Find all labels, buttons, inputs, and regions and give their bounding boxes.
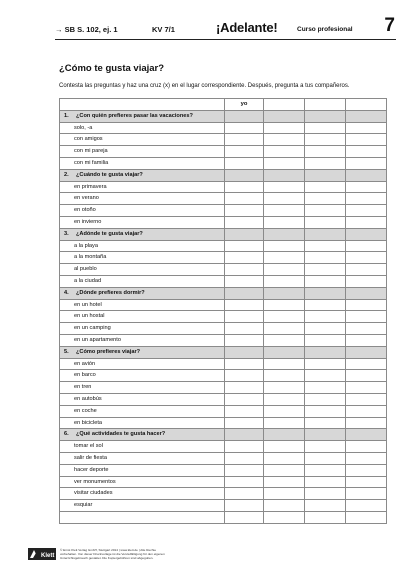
footer bbox=[28, 548, 248, 568]
option-label: en coche bbox=[60, 405, 225, 417]
answer-cell-yo[interactable] bbox=[225, 500, 264, 512]
answer-cell-partner[interactable] bbox=[305, 488, 346, 500]
question-text bbox=[60, 429, 225, 441]
option-row bbox=[60, 464, 387, 476]
option-row bbox=[60, 393, 387, 405]
column-header bbox=[346, 99, 387, 111]
option-row bbox=[60, 252, 387, 264]
answer-cell-partner[interactable] bbox=[264, 358, 305, 370]
answer-cell-partner[interactable] bbox=[305, 299, 346, 311]
answer-cell-partner[interactable] bbox=[346, 441, 387, 453]
option-label: en un hostal bbox=[60, 311, 225, 323]
answer-cell-partner[interactable] bbox=[305, 323, 346, 335]
question-label: ¿Con quién prefieres pasar las vacaciones? bbox=[76, 112, 193, 119]
answer-cell-yo[interactable] bbox=[225, 275, 264, 287]
option-row bbox=[60, 146, 387, 158]
question-header-cell bbox=[225, 287, 264, 299]
answer-cell-partner[interactable] bbox=[305, 311, 346, 323]
question-header-cell bbox=[225, 169, 264, 181]
option-label: salir de fiesta bbox=[60, 452, 225, 464]
instructions: Contesta las preguntas y haz una cruz (x) en el lugar correspondiente. Después, pregunta a tus compañeros. bbox=[59, 83, 350, 89]
option-row bbox=[60, 382, 387, 394]
answer-cell-partner[interactable] bbox=[305, 500, 346, 512]
option-label: en un hotel bbox=[60, 299, 225, 311]
option-label: esquiar bbox=[60, 500, 225, 512]
option-label: visitar ciudades bbox=[60, 488, 225, 500]
worksheet-code: KV 7/1 bbox=[152, 25, 175, 34]
answer-cell-partner[interactable] bbox=[264, 452, 305, 464]
answer-cell-partner[interactable] bbox=[305, 264, 346, 276]
answer-cell-partner[interactable] bbox=[264, 334, 305, 346]
answer-cell-partner[interactable] bbox=[346, 252, 387, 264]
option-row bbox=[60, 134, 387, 146]
answer-cell-yo[interactable] bbox=[225, 511, 264, 523]
option-row bbox=[60, 299, 387, 311]
answer-cell-partner[interactable] bbox=[264, 382, 305, 394]
answer-cell-partner[interactable] bbox=[346, 488, 387, 500]
answer-cell-yo[interactable] bbox=[225, 264, 264, 276]
option-label: en verano bbox=[60, 193, 225, 205]
question-header-cell bbox=[346, 169, 387, 181]
question-label: ¿Cómo prefieres viajar? bbox=[76, 348, 141, 355]
question-header-cell bbox=[225, 110, 264, 122]
option-label: en un apartamento bbox=[60, 334, 225, 346]
answer-cell-partner[interactable] bbox=[346, 122, 387, 134]
answer-cell-partner[interactable] bbox=[264, 157, 305, 169]
page-title: ¿Cómo te gusta viajar? bbox=[59, 63, 165, 74]
option-label: en tren bbox=[60, 382, 225, 394]
answer-cell-partner[interactable] bbox=[305, 511, 346, 523]
answer-cell-partner[interactable] bbox=[305, 405, 346, 417]
option-row bbox=[60, 334, 387, 346]
book-title: ¡Adelante! bbox=[216, 20, 278, 35]
question-header-cell bbox=[346, 429, 387, 441]
answer-cell-partner[interactable] bbox=[305, 417, 346, 429]
answer-cell-partner[interactable] bbox=[264, 323, 305, 335]
question-row bbox=[60, 110, 387, 122]
answer-cell-partner[interactable] bbox=[346, 382, 387, 394]
answer-cell-partner[interactable] bbox=[264, 240, 305, 252]
option-row bbox=[60, 476, 387, 488]
column-header bbox=[305, 99, 346, 111]
question-header-cell bbox=[305, 287, 346, 299]
answer-cell-partner[interactable] bbox=[346, 240, 387, 252]
option-row bbox=[60, 452, 387, 464]
page-header bbox=[55, 17, 396, 39]
survey-table bbox=[59, 98, 387, 524]
answer-cell-partner[interactable] bbox=[346, 511, 387, 523]
question-header-cell bbox=[305, 228, 346, 240]
option-label: en autobús bbox=[60, 393, 225, 405]
klett-logo bbox=[28, 548, 56, 560]
option-label: en bicicleta bbox=[60, 417, 225, 429]
question-header-cell bbox=[346, 346, 387, 358]
answer-cell-yo[interactable] bbox=[225, 476, 264, 488]
answer-cell-partner[interactable] bbox=[305, 205, 346, 217]
answer-cell-yo[interactable] bbox=[225, 405, 264, 417]
answer-cell-yo[interactable] bbox=[225, 299, 264, 311]
question-text bbox=[60, 169, 225, 181]
answer-cell-yo[interactable] bbox=[225, 134, 264, 146]
question-header-cell bbox=[264, 287, 305, 299]
option-row bbox=[60, 275, 387, 287]
answer-cell-partner[interactable] bbox=[346, 181, 387, 193]
question-row bbox=[60, 429, 387, 441]
option-row bbox=[60, 358, 387, 370]
question-header-cell bbox=[305, 110, 346, 122]
option-label: tomar el sol bbox=[60, 441, 225, 453]
answer-cell-partner[interactable] bbox=[346, 311, 387, 323]
answer-cell-partner[interactable] bbox=[346, 500, 387, 512]
question-row bbox=[60, 228, 387, 240]
question-header-cell bbox=[346, 228, 387, 240]
answer-cell-partner[interactable] bbox=[305, 275, 346, 287]
question-header-cell bbox=[305, 346, 346, 358]
answer-cell-yo[interactable] bbox=[225, 311, 264, 323]
answer-cell-partner[interactable] bbox=[264, 146, 305, 158]
question-row bbox=[60, 346, 387, 358]
answer-cell-yo[interactable] bbox=[225, 370, 264, 382]
answer-cell-partner[interactable] bbox=[346, 417, 387, 429]
option-row bbox=[60, 122, 387, 134]
option-row bbox=[60, 511, 387, 523]
option-row bbox=[60, 441, 387, 453]
question-header-cell bbox=[264, 169, 305, 181]
answer-cell-partner[interactable] bbox=[346, 146, 387, 158]
answer-cell-partner[interactable] bbox=[346, 464, 387, 476]
option-label: a la playa bbox=[60, 240, 225, 252]
option-label: ver monumentos bbox=[60, 476, 225, 488]
answer-cell-partner[interactable] bbox=[264, 476, 305, 488]
question-header-cell bbox=[305, 169, 346, 181]
answer-cell-yo[interactable] bbox=[225, 157, 264, 169]
question-header-cell bbox=[346, 287, 387, 299]
answer-cell-partner[interactable] bbox=[264, 216, 305, 228]
option-label: en primavera bbox=[60, 181, 225, 193]
question-row bbox=[60, 169, 387, 181]
header-divider bbox=[55, 39, 396, 40]
question-number: 5. bbox=[64, 348, 69, 355]
answer-cell-partner[interactable] bbox=[264, 393, 305, 405]
answer-cell-partner[interactable] bbox=[264, 464, 305, 476]
answer-cell-partner[interactable] bbox=[264, 275, 305, 287]
question-header-cell bbox=[264, 346, 305, 358]
textbook-reference: → SB S. 102, ej. 1 bbox=[55, 25, 118, 34]
answer-cell-partner[interactable] bbox=[305, 441, 346, 453]
option-label: solo, -a bbox=[60, 122, 225, 134]
answer-cell-partner[interactable] bbox=[305, 181, 346, 193]
option-label: en un camping bbox=[60, 323, 225, 335]
question-number: 2. bbox=[64, 171, 69, 178]
question-text bbox=[60, 228, 225, 240]
option-row bbox=[60, 488, 387, 500]
answer-cell-partner[interactable] bbox=[264, 205, 305, 217]
answer-cell-yo[interactable] bbox=[225, 358, 264, 370]
column-header bbox=[60, 99, 225, 111]
option-row bbox=[60, 216, 387, 228]
answer-cell-partner[interactable] bbox=[264, 441, 305, 453]
question-label: ¿Qué actividades te gusta hacer? bbox=[76, 431, 166, 438]
answer-cell-partner[interactable] bbox=[346, 216, 387, 228]
answer-cell-partner[interactable] bbox=[346, 157, 387, 169]
option-label: con mi familia bbox=[60, 157, 225, 169]
answer-cell-partner[interactable] bbox=[305, 193, 346, 205]
answer-cell-partner[interactable] bbox=[305, 216, 346, 228]
answer-cell-partner[interactable] bbox=[305, 252, 346, 264]
answer-cell-partner[interactable] bbox=[346, 205, 387, 217]
option-label: en otoño bbox=[60, 205, 225, 217]
answer-cell-partner[interactable] bbox=[264, 311, 305, 323]
option-label: en barco bbox=[60, 370, 225, 382]
answer-cell-partner[interactable] bbox=[346, 370, 387, 382]
question-row bbox=[60, 287, 387, 299]
question-header-cell bbox=[264, 228, 305, 240]
answer-cell-partner[interactable] bbox=[305, 134, 346, 146]
question-text bbox=[60, 110, 225, 122]
question-header-cell bbox=[264, 110, 305, 122]
option-label bbox=[60, 511, 225, 523]
option-row bbox=[60, 193, 387, 205]
question-label: ¿Adónde te gusta viajar? bbox=[76, 230, 143, 237]
option-row bbox=[60, 323, 387, 335]
answer-cell-partner[interactable] bbox=[264, 134, 305, 146]
answer-cell-partner[interactable] bbox=[305, 240, 346, 252]
answer-cell-partner[interactable] bbox=[264, 193, 305, 205]
answer-cell-partner[interactable] bbox=[264, 511, 305, 523]
column-header bbox=[264, 99, 305, 111]
question-header-cell bbox=[225, 346, 264, 358]
answer-cell-partner[interactable] bbox=[264, 264, 305, 276]
question-header-cell bbox=[305, 429, 346, 441]
answer-cell-partner[interactable] bbox=[346, 405, 387, 417]
course-label: Curso profesional bbox=[297, 26, 353, 33]
answer-cell-partner[interactable] bbox=[346, 275, 387, 287]
column-header-yo: yo bbox=[225, 99, 264, 111]
answer-cell-partner[interactable] bbox=[305, 476, 346, 488]
answer-cell-yo[interactable] bbox=[225, 181, 264, 193]
option-label: hacer deporte bbox=[60, 464, 225, 476]
option-row bbox=[60, 405, 387, 417]
question-header-cell bbox=[346, 110, 387, 122]
answer-cell-yo[interactable] bbox=[225, 452, 264, 464]
answer-cell-partner[interactable] bbox=[346, 323, 387, 335]
option-row bbox=[60, 311, 387, 323]
answer-cell-partner[interactable] bbox=[305, 334, 346, 346]
answer-cell-yo[interactable] bbox=[225, 240, 264, 252]
answer-cell-partner[interactable] bbox=[264, 299, 305, 311]
copyright-line: Unterrichtsgebrauch gestattet. Die Kopiergebühren sind abgegolten. bbox=[60, 556, 154, 561]
answer-cell-partner[interactable] bbox=[305, 393, 346, 405]
unit-number: 7 bbox=[384, 15, 395, 36]
answer-cell-yo[interactable] bbox=[225, 122, 264, 134]
question-header-cell bbox=[225, 228, 264, 240]
question-text bbox=[60, 346, 225, 358]
answer-cell-yo[interactable] bbox=[225, 417, 264, 429]
answer-cell-partner[interactable] bbox=[346, 134, 387, 146]
answer-cell-partner[interactable] bbox=[264, 488, 305, 500]
option-label: en invierno bbox=[60, 216, 225, 228]
option-row bbox=[60, 500, 387, 512]
copyright-line: © Ernst Klett Verlag GmbH, Stuttgart 2014 | www.klett.de | Alle Rechte bbox=[60, 548, 157, 552]
question-header-cell bbox=[225, 429, 264, 441]
answer-cell-yo[interactable] bbox=[225, 488, 264, 500]
option-row bbox=[60, 370, 387, 382]
answer-cell-yo[interactable] bbox=[225, 382, 264, 394]
option-row bbox=[60, 264, 387, 276]
question-header-cell bbox=[264, 429, 305, 441]
answer-cell-partner[interactable] bbox=[305, 157, 346, 169]
option-label: a la montaña bbox=[60, 252, 225, 264]
answer-cell-partner[interactable] bbox=[305, 122, 346, 134]
answer-cell-partner[interactable] bbox=[305, 358, 346, 370]
answer-cell-partner[interactable] bbox=[264, 370, 305, 382]
answer-cell-partner[interactable] bbox=[346, 393, 387, 405]
answer-cell-partner[interactable] bbox=[264, 500, 305, 512]
option-row bbox=[60, 181, 387, 193]
option-row bbox=[60, 205, 387, 217]
answer-cell-partner[interactable] bbox=[305, 370, 346, 382]
question-number: 3. bbox=[64, 230, 69, 237]
answer-cell-yo[interactable] bbox=[225, 193, 264, 205]
table-header-row bbox=[60, 99, 387, 111]
option-row bbox=[60, 157, 387, 169]
copyright-notice bbox=[60, 548, 165, 561]
answer-cell-partner[interactable] bbox=[305, 452, 346, 464]
answer-cell-partner[interactable] bbox=[264, 181, 305, 193]
answer-cell-partner[interactable] bbox=[346, 476, 387, 488]
question-label: ¿Dónde prefieres dormir? bbox=[76, 289, 145, 296]
question-number: 6. bbox=[64, 431, 69, 438]
answer-cell-partner[interactable] bbox=[264, 417, 305, 429]
answer-cell-partner[interactable] bbox=[264, 122, 305, 134]
answer-cell-partner[interactable] bbox=[305, 146, 346, 158]
answer-cell-partner[interactable] bbox=[346, 334, 387, 346]
option-label: a la ciudad bbox=[60, 275, 225, 287]
answer-cell-partner[interactable] bbox=[305, 464, 346, 476]
answer-cell-yo[interactable] bbox=[225, 441, 264, 453]
answer-cell-yo[interactable] bbox=[225, 146, 264, 158]
answer-cell-partner[interactable] bbox=[305, 382, 346, 394]
answer-cell-yo[interactable] bbox=[225, 205, 264, 217]
answer-cell-partner[interactable] bbox=[346, 299, 387, 311]
answer-cell-yo[interactable] bbox=[225, 464, 264, 476]
answer-cell-partner[interactable] bbox=[264, 252, 305, 264]
answer-cell-yo[interactable] bbox=[225, 334, 264, 346]
question-text bbox=[60, 287, 225, 299]
answer-cell-partner[interactable] bbox=[346, 452, 387, 464]
question-number: 1. bbox=[64, 112, 69, 119]
answer-cell-partner[interactable] bbox=[346, 358, 387, 370]
option-label: al pueblo bbox=[60, 264, 225, 276]
answer-cell-yo[interactable] bbox=[225, 393, 264, 405]
option-row bbox=[60, 417, 387, 429]
option-row bbox=[60, 240, 387, 252]
option-label: con amigos bbox=[60, 134, 225, 146]
question-number: 4. bbox=[64, 289, 69, 296]
answer-cell-partner[interactable] bbox=[346, 193, 387, 205]
question-label: ¿Cuándo te gusta viajar? bbox=[76, 171, 143, 178]
option-label: con mi pareja bbox=[60, 146, 225, 158]
logo-text: Klett bbox=[41, 553, 55, 559]
answer-cell-yo[interactable] bbox=[225, 216, 264, 228]
answer-cell-partner[interactable] bbox=[264, 405, 305, 417]
answer-cell-yo[interactable] bbox=[225, 252, 264, 264]
copyright-line: vorbehalten. Von dieser Druckvorlage ist die Vervielfältigung für den eigenen bbox=[60, 552, 165, 557]
option-label: en avión bbox=[60, 358, 225, 370]
answer-cell-partner[interactable] bbox=[346, 264, 387, 276]
answer-cell-yo[interactable] bbox=[225, 323, 264, 335]
